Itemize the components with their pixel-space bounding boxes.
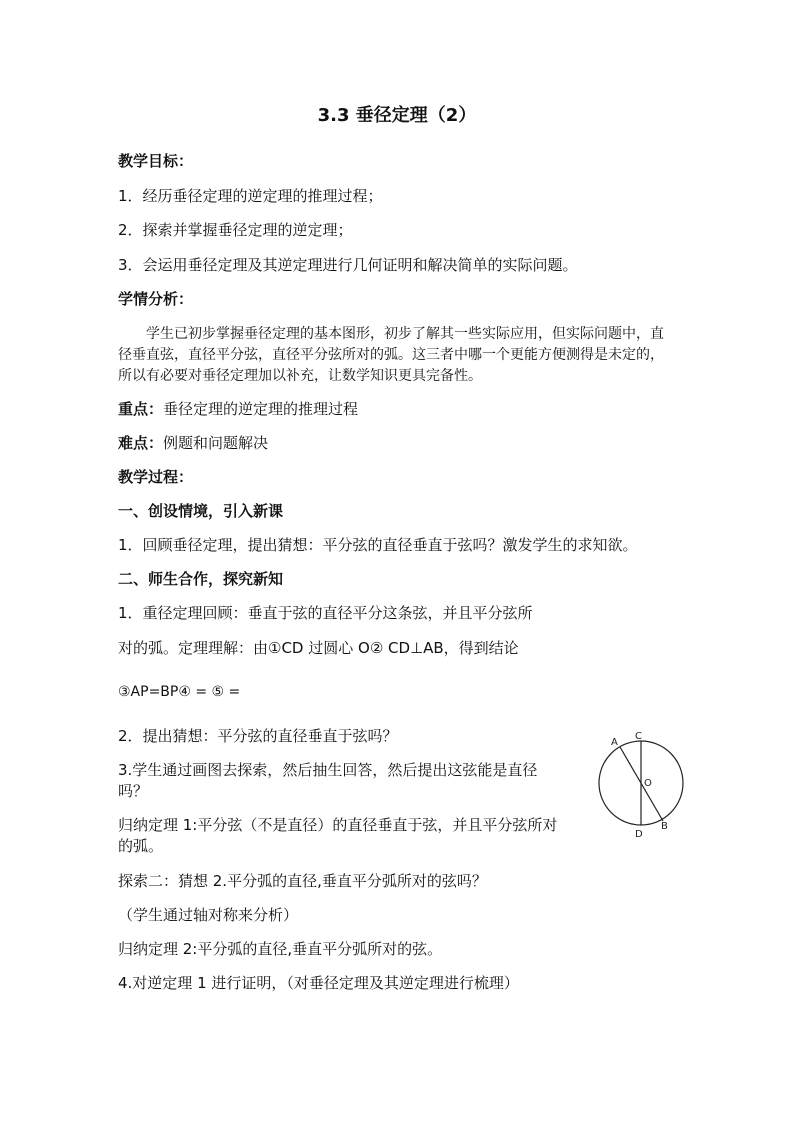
explore2: 探索二：猜想 2.平分弧的直径,垂直平分弧所对的弦吗？ [118,872,487,890]
section1-heading: 一、创设情境，引入新课 [118,502,284,520]
goal-item: 1．经历垂径定理的逆定理的推理过程； [118,187,383,205]
section2-item1-line3: ③AP=BP④ = ⑤ = [118,684,241,700]
analysis-line: 所以有必要对垂径定理加以补充，让数学知识更具完备性。 [118,368,482,384]
section2-item4: 4.对逆定理 1 进行证明，（对垂径定理及其逆定理进行梳理） [118,974,519,992]
label-d: D [635,829,643,840]
theorem2: 归纳定理 2:平分弧的直径,垂直平分弧所对的弦。 [118,940,443,958]
difficulty-label: 难点： [118,434,164,452]
label-a: A [611,737,618,748]
section2-item3-line1: 3.学生通过画图去探索，然后抽生回答，然后提出这弦能是直径 [118,761,538,779]
analysis-line: 径垂直弦，直径平分弦，直径平分弦所对的弧。这三者中哪一个更能方便测得是未定的， [118,347,664,363]
label-b: B [661,821,668,832]
label-o: O [644,778,652,789]
analysis-heading: 学情分析： [118,290,194,308]
goal-item: 3．会运用垂径定理及其逆定理进行几何证明和解决简单的实际问题。 [118,256,578,274]
goal-item: 2．探索并掌握垂径定理的逆定理； [118,221,353,239]
theorem1-line1: 归纳定理 1:平分弦（不是直径）的直径垂直于弦，并且平分弦所对 [118,816,558,834]
section1-item: 1．回顾垂径定理，提出猜想：平分弦的直径垂直于弦吗？激发学生的求知欲。 [118,536,638,554]
page-title: 3.3 垂径定理（2） [317,105,477,126]
process-heading: 教学过程： [118,468,194,486]
analysis-note: （学生通过轴对称来分析） [118,906,299,924]
section2-item2: 2．提出猜想：平分弦的直径垂直于弦吗？ [118,727,398,745]
section2-heading: 二、师生合作，探究新知 [118,570,284,588]
key-point-label: 重点： [118,400,164,418]
analysis-line: 学生已初步掌握垂径定理的基本图形，初步了解其一些实际应用，但实际问题中，直 [146,326,664,342]
theorem1-line2: 的弧。 [118,837,164,855]
goals-heading: 教学目标： [118,152,194,170]
key-point-text: 垂径定理的逆定理的推理过程 [163,400,359,418]
section2-item1-line1: 1．重径定理回顾：垂直于弦的直径平分这条弦，并且平分弦所 [118,604,533,622]
label-c: C [635,731,642,742]
difficulty-text: 例题和问题解决 [163,434,269,452]
section2-item1-line2: 对的弧。定理理解：由①CD 过圆心 O② CD⊥AB，得到结论 [118,639,519,657]
section2-item3-line2: 吗？ [118,782,149,800]
difficulty [118,434,268,452]
key-point [118,400,358,418]
circle-diagram [592,728,692,843]
